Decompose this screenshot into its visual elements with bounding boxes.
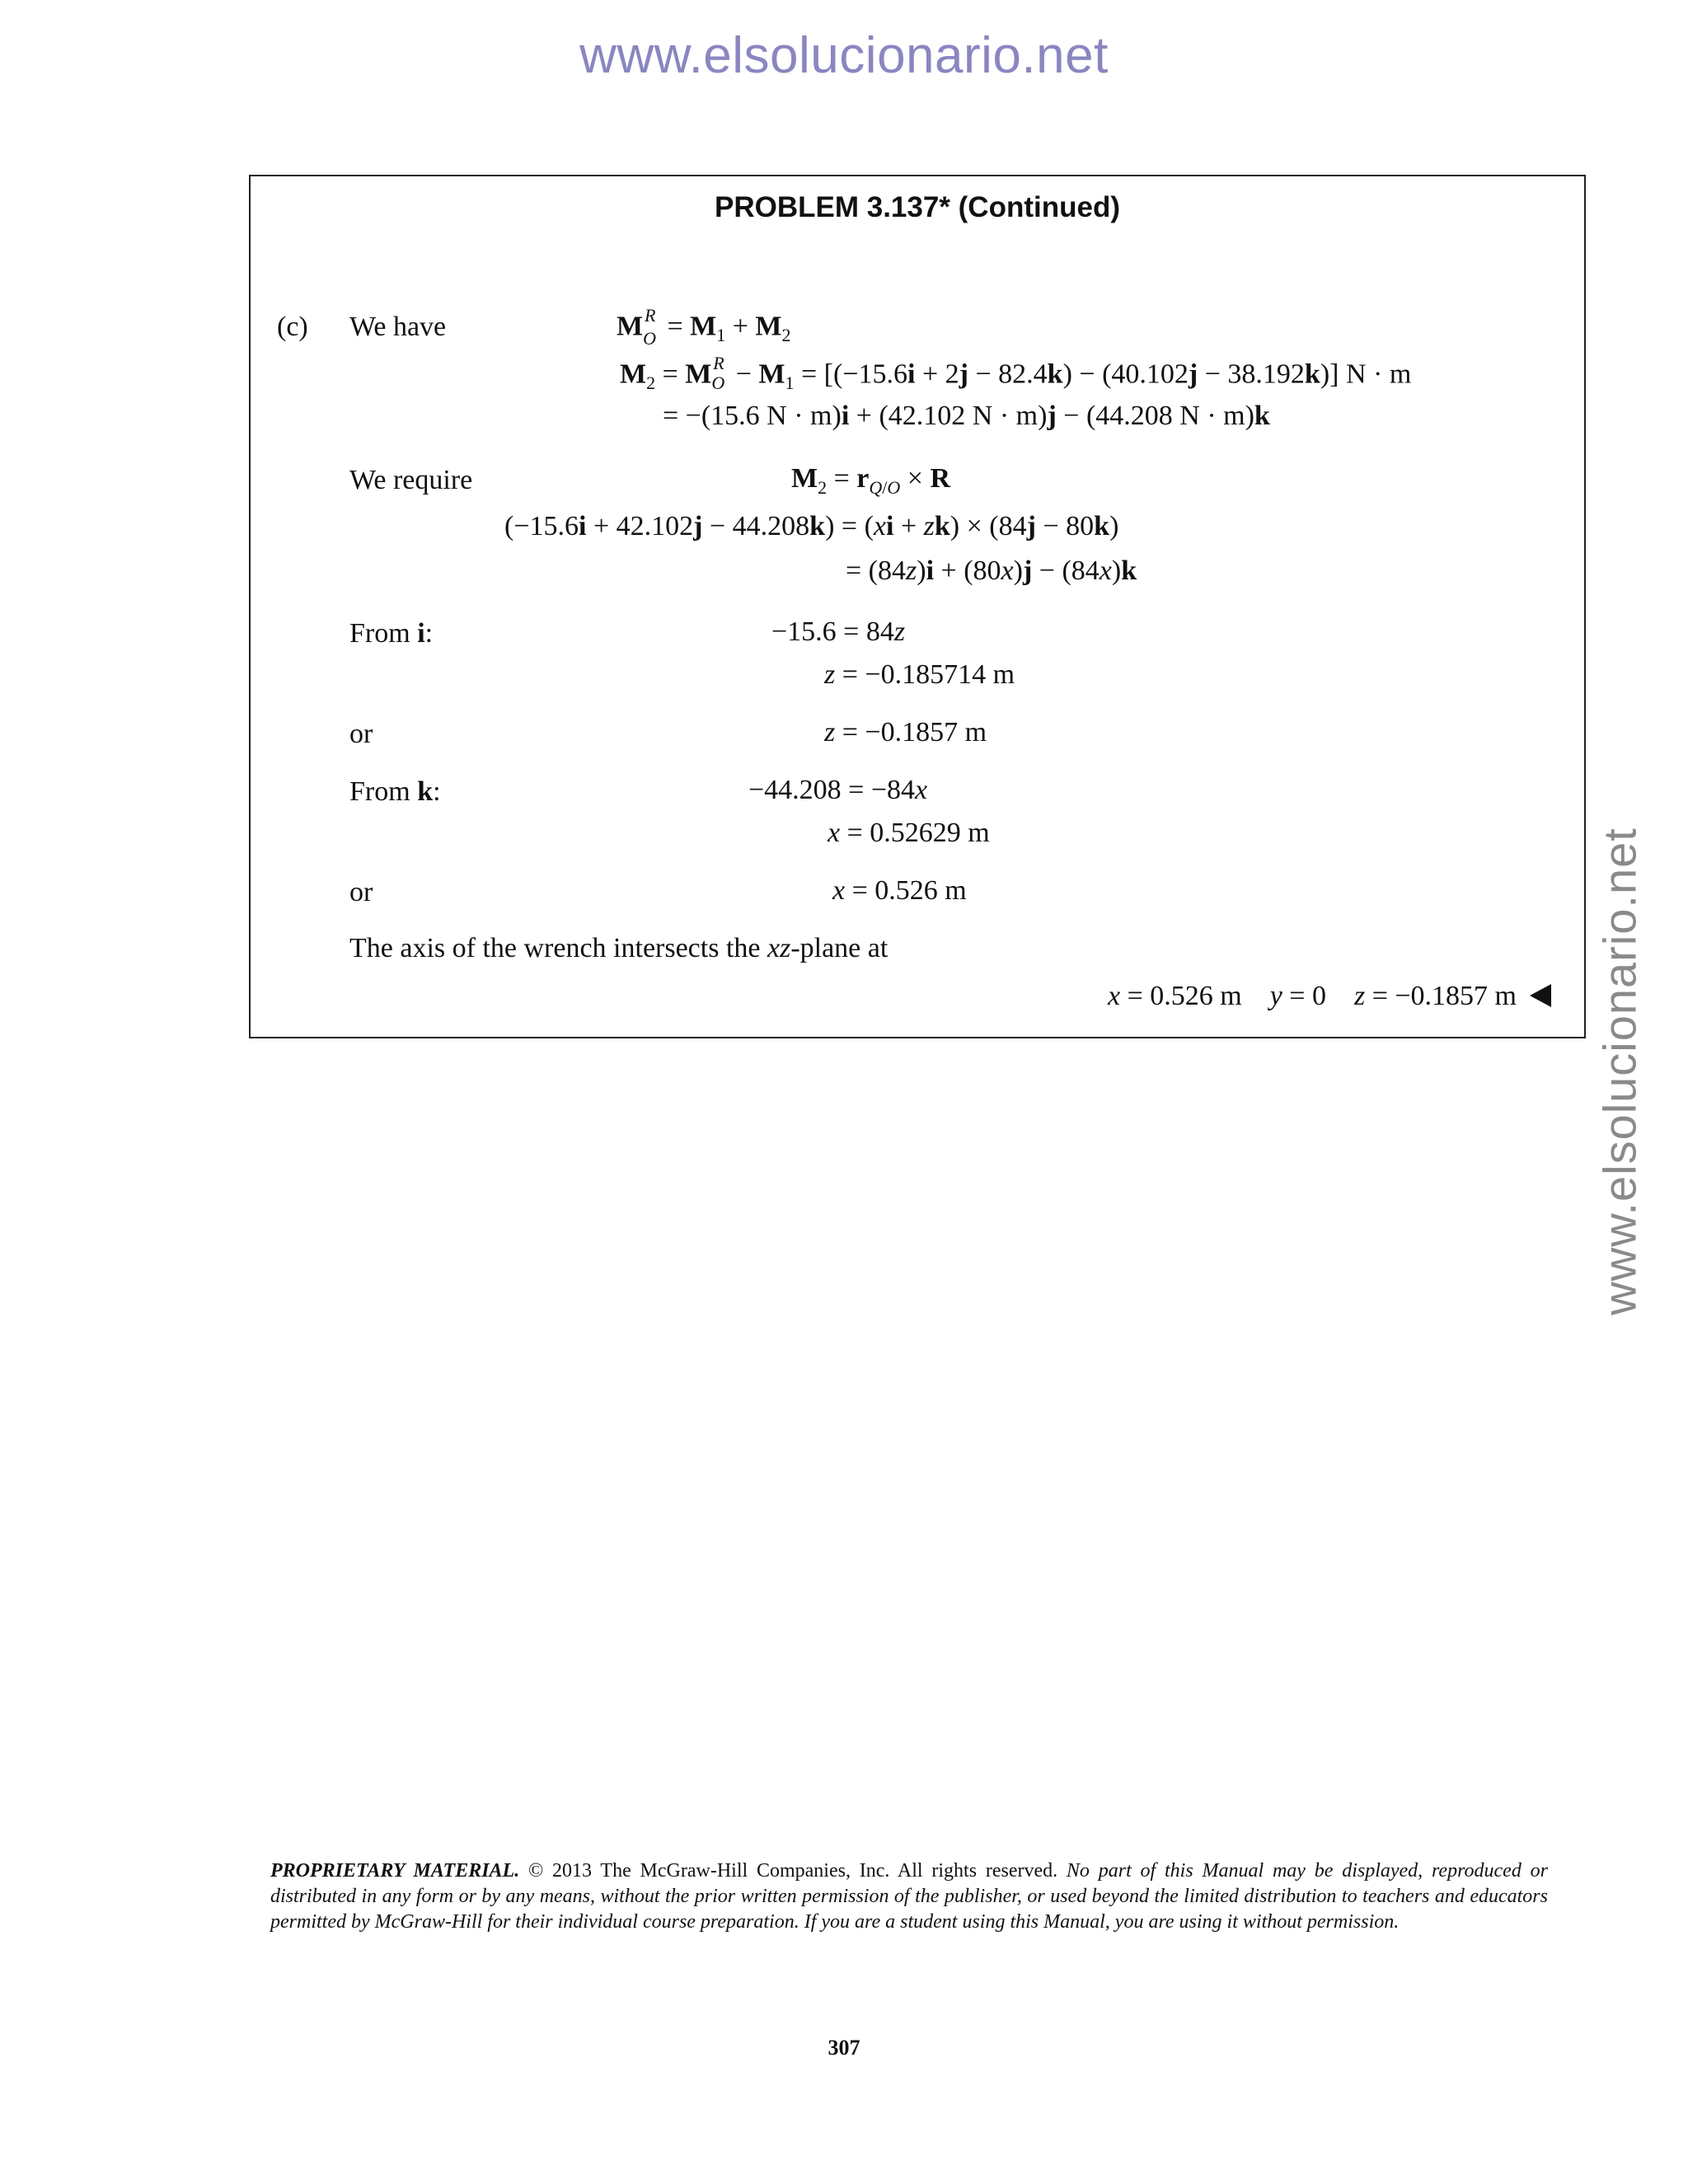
equation-m2-difference: $M_2 = M_O^R - M_1 = [(-15.6i + 2j - 82.4k) - (40.102j - 38.192k)] N \cdot m$	[620, 353, 1412, 394]
axis-statement: The axis of the wrench intersects the xz-plane at	[349, 933, 889, 963]
or-label-x: or	[349, 877, 373, 907]
equation-cross-expanded: = (84z)i + (80x)j − (84x)k	[846, 555, 1137, 586]
copyright-text: © 2013 The McGraw-Hill Companies, Inc. All rights reserved.	[519, 1860, 1067, 1882]
proprietary-label: PROPRIETARY MATERIAL.	[270, 1860, 520, 1882]
equation-z-numeric: −15.6 = 84z	[771, 616, 906, 647]
equation-z-full: z = −0.185714 m	[824, 659, 1015, 690]
watermark-top: www.elsolucionario.net	[579, 27, 1109, 84]
final-answer: x = 0.526 m y = 0 z = −0.1857 m	[1108, 981, 1551, 1012]
from-k-label: From k:	[349, 776, 441, 807]
equation-x-full: x = 0.52629 m	[828, 818, 990, 848]
equation-cross-product: (−15.6i + 42.102j − 44.208k) = (xi + zk) × (84j − 80k)	[504, 511, 1119, 541]
watermark-side: www.elsolucionario.net	[1593, 827, 1646, 1315]
equation-m2-result: = −(15.6 N · m)i + (42.102 N · m)j − (44.208 N · m)k	[663, 401, 1270, 431]
or-label-z: or	[349, 719, 373, 749]
equation-m2-cross: $M_2 = r_{Q/O} \times R$	[791, 463, 951, 498]
we-have-label: We have	[349, 312, 447, 342]
we-require-label: We require	[349, 465, 473, 495]
equation-z-rounded: z = −0.1857 m	[824, 717, 987, 748]
equation-moment-sum: $M_O^R = M_1 + M_2$	[617, 305, 791, 349]
page-number: 307	[828, 2036, 860, 2060]
from-i-label: From i:	[349, 618, 434, 649]
problem-box	[249, 175, 1586, 1038]
equation-x-rounded: x = 0.526 m	[832, 875, 967, 906]
answer-end-marker-icon	[1530, 984, 1551, 1007]
copyright-footer	[270, 1858, 1548, 1935]
equation-x-numeric: −44.208 = −84x	[748, 775, 928, 805]
problem-title: PROBLEM 3.137* (Continued)	[715, 191, 1120, 223]
part-label: (c)	[277, 312, 308, 342]
copyright-notice: No part of this Manual may be displayed, reproduced or distributed in any form or by any means, without the prior written permission of the publisher, or used beyond the limited distribution to teachers and educators permitted by McGraw-Hill for their individual course preparation. If you are a student using this Manual, you are using it without permission.	[270, 1860, 1548, 1933]
